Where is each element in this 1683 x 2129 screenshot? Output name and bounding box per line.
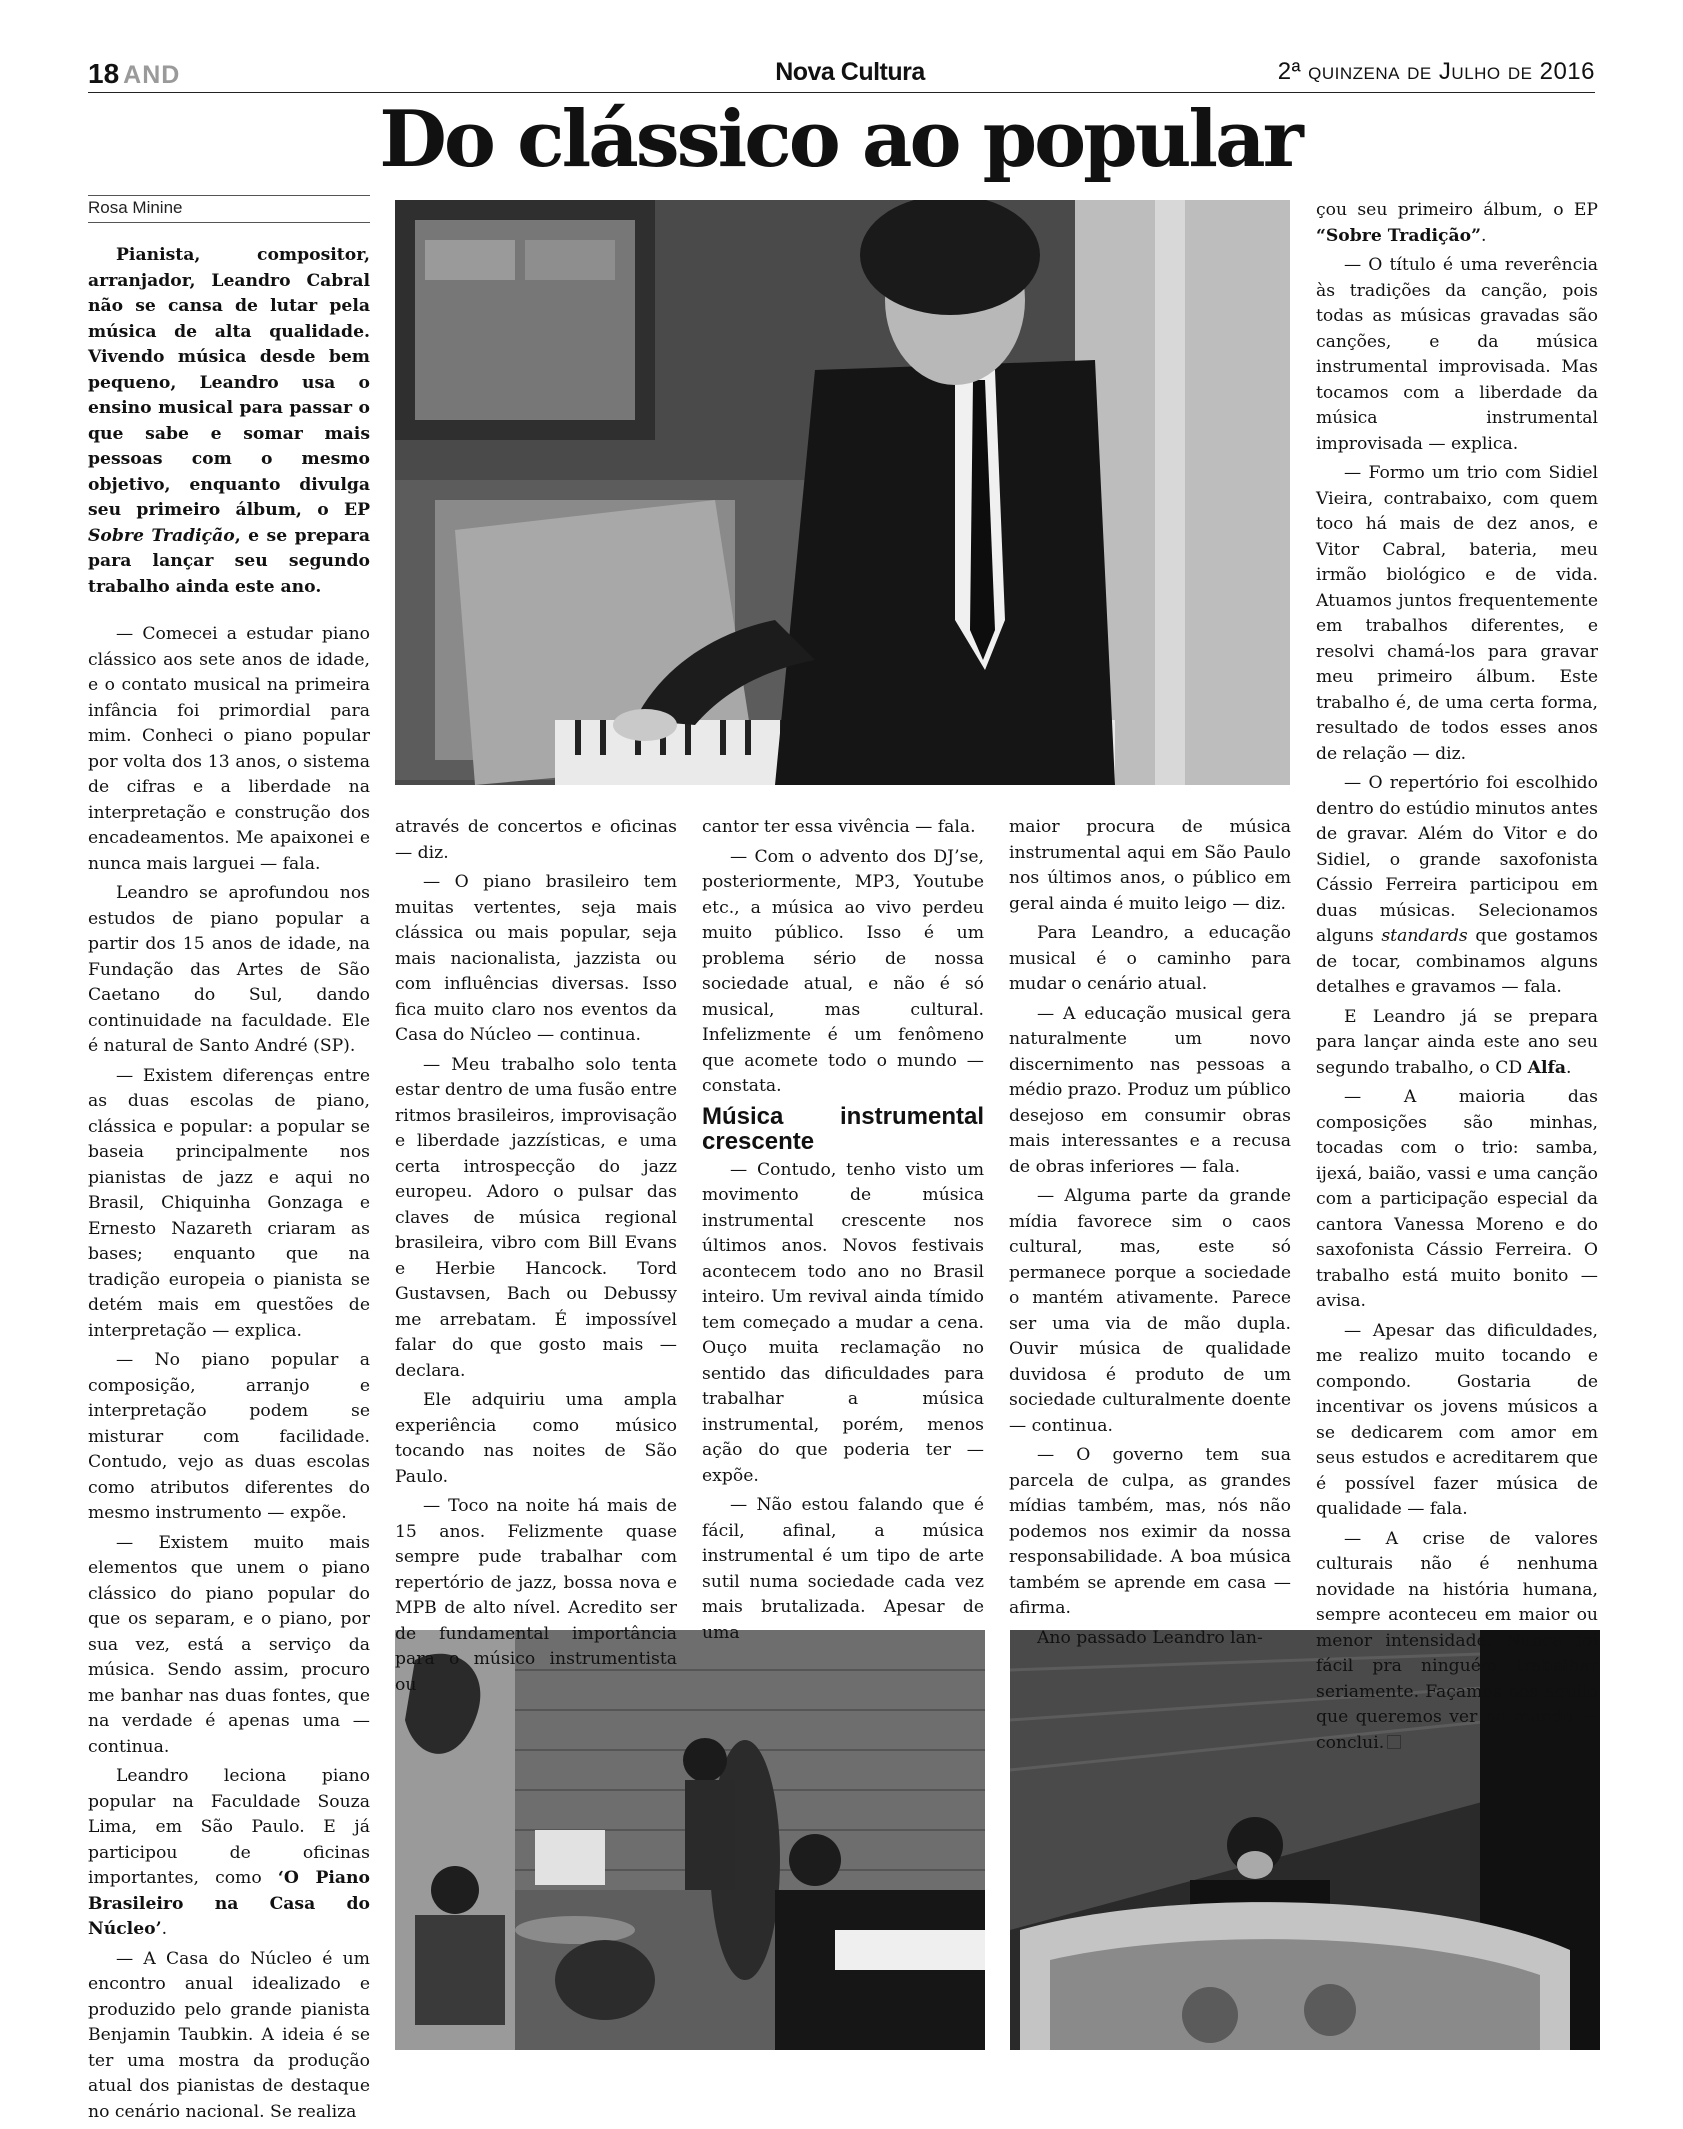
paragraph: — Meu trabalho solo tenta estar dentro de uma fusão entre ritmos brasileiros, improvisação e liberdade jazzísticas, e uma certa introspecção do jazz europeu. Adoro o pulsar das claves de música regional brasileira, vibro com Bill Evans e Herbie Hancock. Tord Gustavsen, Bach ou Debussy me arrebatam. É impossível falar do que gosto mais — declara. [395, 1054, 677, 1381]
paragraph: Ele adquiriu uma ampla experiência como músico tocando nas noites de São Paulo. [395, 1390, 677, 1487]
column-5 [1316, 198, 1598, 1760]
lead-text-end: , e se prepara para lançar seu segundo trabalho ainda este ano. [88, 525, 370, 597]
paragraph: — Comecei a estudar piano clássico aos sete anos de idade, e o contato musical na primeira infância foi primordial para mim. Conheci o piano popular por volta dos 13 anos, o sistema de cifras e a liberdade na interpretação e construção dos encadeamentos. Me apaixonei e nunca mais larguei — fala. [88, 624, 370, 874]
cd-title: Alfa [1527, 1057, 1567, 1078]
paragraph: através de concertos e oficinas — diz. [395, 817, 677, 863]
paragraph-with-event [88, 1764, 370, 1943]
paragraph: — A maioria das composições são minhas, tocadas com o trio: samba, ijexá, baião, vassi e uma canção com a participação especial da cantora Vanessa Moreno e do saxofonista Cássio Ferreira. O trabalho está muito bonito — avisa. [1316, 1087, 1598, 1311]
main-photo [395, 200, 1290, 785]
album-title: “Sobre Tradição” [1316, 225, 1481, 246]
lead-paragraph [88, 243, 370, 600]
paragraph-text: çou seu primeiro álbum, o EP [1316, 200, 1598, 220]
punctuation: . [161, 1919, 168, 1939]
paragraph: — Com o advento dos DJ’se, posteriormente, MP3, Youtube etc., a música ao vivo perdeu muito público. Isso é um problema sério de nossa sociedade atual, e não é só musical, mas cultural. Infelizmente é um fenômeno que acomete todo o mundo — constata. [702, 846, 984, 1096]
paragraph-text: — A crise de valores culturais não é nenhuma novidade na história humana, sempre aconteceu em maior ou menor intensidade. Nunca foi fácil pra ninguém trabalhar seriamente. Façamos nós aquilo que queremos ver no mundo — conclui. [1316, 1528, 1598, 1753]
paragraph: — No piano popular a composição, arranjo e interpretação podem se misturar com facilidade. Contudo, vejo as duas escolas como atributos diferentes do mesmo instrumento — expõe. [88, 1350, 370, 1523]
end-of-article-icon [1387, 1735, 1401, 1749]
paragraph: — O governo tem sua parcela de culpa, as grandes mídias também, mas, nós não podemos nos eximir da nossa responsabilidade. A boa música também se aprende em casa — afirma. [1009, 1445, 1291, 1618]
paragraph: — O piano brasileiro tem muitas vertentes, seja mais clássica ou mais popular, seja mais nacionalista, jazzista ou com influências diversas. Isso fica muito claro nos eventos da Casa do Núcleo — continua. [395, 872, 677, 1045]
paragraph: — A Casa do Núcleo é um encontro anual idealizado e produzido pelo grande pianista Benjamin Taubkin. A ideia é se ter uma mostra da produção atual dos pianistas de destaque no cenário nacional. Se realiza [88, 1948, 370, 2122]
paragraph: Para Leandro, a educação musical é o caminho para mudar o cenário atual. [1009, 923, 1291, 994]
column-3 [702, 815, 984, 1650]
column-2 [395, 815, 677, 1702]
column-1 [88, 243, 370, 2129]
paragraph: — Alguma parte da grande mídia favorece sim o caos cultural, mas, este só permanece porque a sociedade o mantém ativamente. Parece ser uma via de mão dupla. Ouvir música de qualidade duvidosa é produto de um sociedade culturalmente doente — continua. [1009, 1186, 1291, 1436]
paragraph: Ano passado Leandro lan- [1037, 1627, 1263, 1648]
paragraph-text: E Leandro já se prepara para lançar ainda este ano seu segundo trabalho, o CD [1316, 1006, 1598, 1078]
paragraph: — Existem muito mais elementos que unem o piano clássico do piano popular do que os separam, e o piano, por sua vez, está a serviço da música. Sendo assim, procuro me banhar nas duas fontes, que na verdade é apenas uma — continua. [88, 1532, 370, 1757]
newspaper-tag: AND [123, 61, 181, 89]
column-4 [1009, 815, 1291, 1655]
event-title: ‘O Piano Brasileiro na Casa do Núcleo’ [88, 1868, 370, 1939]
paragraph: — Toco na noite há mais de 15 anos. Felizmente quase sempre pude trabalhar com repertório de jazz, bossa nova e MPB de alto nível. Acredito ser de fundamental importância para o músico instrumentista ou [395, 1496, 677, 1695]
paragraph: cantor ter essa vivência — fala. [702, 817, 976, 837]
paragraph: — Apesar das dificuldades, me realizo muito tocando e compondo. Gostaria de incentivar os jovens músicos a se dedicarem com amor em seus estudos e acreditarem que é possível fazer música de qualidade — fala. [1316, 1320, 1598, 1519]
lead-album-title: Sobre Tradição [88, 525, 235, 546]
paragraph-text: Leandro leciona piano popular na Faculdade Souza Lima, em São Paulo. E já participou de oficinas importantes, como [88, 1766, 370, 1888]
paragraph-text: que gostamos de tocar, combinamos alguns detalhes e gravamos — fala. [1316, 926, 1599, 997]
paragraph-final [1316, 1527, 1598, 1757]
byline: Rosa Minine [88, 198, 183, 217]
issue-date: 2ª quinzena de Julho de 2016 [1277, 58, 1595, 85]
subheading: Música instrumental crescente [702, 1102, 984, 1155]
paragraph-text: — O repertório foi escolhido dentro do estúdio minutos antes de gravar. Além do Vitor e do Sidiel, o grande saxofonista Cássio Ferreira participou em duas músicas. Selecionamos alguns [1316, 773, 1598, 946]
punctuation: . [1566, 1057, 1572, 1078]
paragraph: — Contudo, tenho visto um movimento de música instrumental crescente nos últimos anos. Novos festivais acontecem todo ano no Brasil inteiro. Um revival ainda tímido tem começado a mudar a cena. Ouço muita reclamação no sentido das dificuldades para trabalhar a música instrumental, porém, menos ação do que poderia ter — expõe. [702, 1159, 984, 1486]
paragraph-album [1316, 198, 1598, 249]
paragraph: — O título é uma reverência às tradições da canção, pois todas as músicas gravadas são canções, e da música instrumental improvisada. Mas tocamos com a liberdade da música instrumental improvisada — explica. [1316, 255, 1598, 454]
section-title: Nova Cultura [775, 58, 925, 86]
standards-term: standards [1381, 926, 1468, 946]
paragraph-cd [1316, 1005, 1598, 1082]
paragraph: — A educação musical gera naturalmente um novo discernimento nas pessoas a médio prazo. Produz um público desejoso em consumir obras mais interessantes e a recusa de obras inferiores — fala. [1009, 1003, 1291, 1177]
paragraph: — Existem diferenças entre as duas escolas de piano, clássica e popular: a popular se baseia principalmente nos pianistas de jazz e aqui no Brasil, Chiquinha Gonzaga e Ernesto Nazareth criaram as bases; enquanto que na tradição europeia o pianista se detém mais em questões de interpretação — explica. [88, 1065, 370, 1341]
paragraph: — Não estou falando que é fácil, afinal, a música instrumental é um tipo de arte sutil numa sociedade cada vez mais brutalizada. Apesar de uma [702, 1495, 984, 1643]
paragraph: Leandro se aprofundou nos estudos de piano popular a partir dos 15 anos de idade, na Fundação das Artes de São Caetano do Sul, dando continuidade na faculdade. Ele é natural de Santo André (SP). [88, 883, 370, 1056]
paragraph: maior procura de música instrumental aqui em São Paulo nos últimos anos, o público em geral ainda é muito leigo — diz. [1009, 817, 1291, 914]
byline-rule-bottom [88, 222, 370, 223]
page-number: 18 [88, 58, 120, 89]
paragraph: — Formo um trio com Sidiel Vieira, contrabaixo, com quem toco há mais de dez anos, e Vitor Cabral, bateria, meu irmão biológico e de vida. Atuamos juntos frequentemente em trabalhos diferentes, e resolvi chamá-los para gravar meu primeiro álbum. Este trabalho é, de uma certa forma, resultado de todos esses anos de relação — diz. [1316, 463, 1598, 764]
byline-rule-top [88, 195, 370, 196]
page-number-block [88, 58, 180, 92]
lead-text: Pianista, compositor, arranjador, Leandro Cabral não se cansa de lutar pela música de alta qualidade. Vivendo música desde bem pequeno, Leandro usa o ensino musical para passar o que sabe e somar mais pessoas com o mesmo objetivo, enquanto divulga seu primeiro álbum, o EP [88, 245, 370, 520]
headline: Do clássico ao popular [379, 94, 1301, 185]
paragraph-standards [1316, 771, 1598, 1001]
punctuation: . [1480, 225, 1487, 246]
